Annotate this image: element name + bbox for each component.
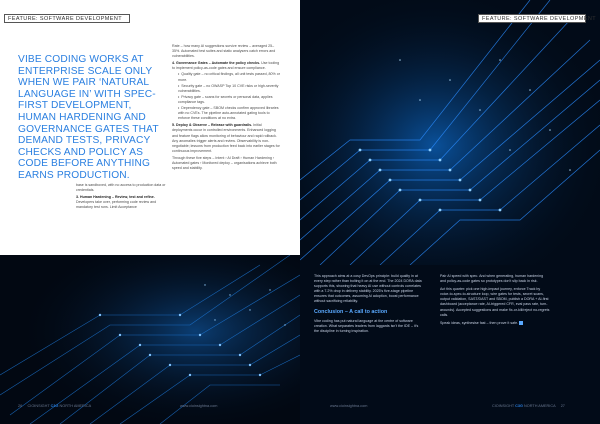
mag-code-left: C3G <box>50 404 59 408</box>
right-col-b-paragraph-3 <box>440 321 550 326</box>
conclusion-paragraph: Vibe coding has put natural language at the centre of software creation. What separates leaders from laggards isn't the IDE – it's the discipline in turning inspiration. <box>314 318 419 333</box>
right-col-b-paragraph-2: Act this quarter: pick one high-impact journey, enforce Track by voice-to-spec-to-structure loop, wire gates for tests, secret scans, output validation, SAST/DAST and SBOM, publish a DORA + AI-first dashboard (acceptance rate, AI-triggered CFR, eval pass rate, turn-arounds). Accepted suggestions and make fix-or-kill/reject no-regrets calls. <box>440 287 550 317</box>
step-5-title: Deploy & Observe – Release with guardrails. <box>176 123 253 128</box>
step-5-number: 5. <box>172 123 175 128</box>
gate-list <box>178 72 282 121</box>
step-4-number: 4. <box>172 61 175 66</box>
page-number-left: 26 <box>18 404 23 408</box>
mag-name-left: CIOINSIGHT <box>27 404 50 408</box>
step-3-title: Human Hardening – Review, test and refine. <box>80 195 155 200</box>
column-b <box>172 44 282 173</box>
col-a-paragraph: base is sandboxed, with no access to production data or credentials. <box>76 183 166 193</box>
step-3-number: 3. <box>76 195 79 200</box>
col-b-paragraph: Rate – how many AI suggestions survive review – averaged 25–35%. Automated test suites and static analysers catch errors and vulnerabilities. <box>172 44 276 59</box>
folio-url-left[interactable]: www.cioinsightna.com <box>180 404 218 408</box>
right-column-a <box>314 274 424 337</box>
gate-dependency: • Dependency gate – SBOM checks confirm approved libraries with no CVEs. The pipeline auto-annotated gating tools to enforce these conditions at no extra. <box>178 106 282 121</box>
step-4 <box>172 61 282 121</box>
gate-security: • Security gate – no OWASP Top 10 CVE risks or high-severity vulnerabilities. <box>178 84 282 94</box>
circuit-photo-left <box>0 255 300 424</box>
mag-code-right: C3G <box>515 404 523 408</box>
right-column-b <box>440 274 550 329</box>
step-4-title: Governance Gates – Automate the policy checks. <box>176 61 261 66</box>
col-b-closing: Through these five steps – Intent › AI Draft › Human Hardening › Automated gates › Monitored deploy – organisations achieve both speed and stability. <box>172 155 277 171</box>
page-number-right: 27 <box>560 404 565 408</box>
step-3-text: Developers take over, performing code review and mandatory test runs. Limit Acceptance <box>76 200 157 210</box>
step-3 <box>76 195 166 210</box>
end-mark-icon <box>519 321 523 325</box>
section-tag-left: FEATURE: SOFTWARE DEVELOPMENT <box>4 14 130 23</box>
gate-quality: • Quality gate – no critical findings, all unit tests passed, 80% or more. <box>178 72 282 82</box>
pull-quote: VIBE CODING WORKS AT ENTERPRISE SCALE ONLY WHEN WE PAIR ‘NATURAL LANGUAGE IN’ WITH SPEC-FIRST DEVELOPMENT, HUMAN HARDENING AND GOVERNANCE GATES THAT DEMAND TESTS, PRIVACY CHECKS AND POLICY AS CODE BEFORE ANYTHING EARNS PRODUCTION. <box>18 54 159 181</box>
gate-privacy: • Privacy gate – scans for secrets or personal data, applies compliance tags. <box>178 95 282 105</box>
mag-name-right: CIOINSIGHT <box>492 404 515 408</box>
right-col-a-paragraph: This approach aims at a cosy DevOps principle: build quality in at every step rather than bolting it on at the end. The 2024 DORA data supports this, showing that heavy AI use without controls correlates with a 7.2% drop in delivery stability. 2025's five-stage pipeline ensures that outcomes, assuming AI adoption, boost performance without sacrificing reliability. <box>314 274 422 304</box>
circuit-photo-right <box>300 0 600 265</box>
conclusion-heading: Conclusion – A call to action <box>314 308 388 315</box>
section-tag-right: FEATURE: SOFTWARE DEVELOPMENT <box>478 14 586 23</box>
mag-region-left: NORTH AMERICA <box>59 404 92 408</box>
step-5-text: Initial deployments occur in controlled environments. Enhanced logging and feature flags allow monitoring of behaviour and rapid rollback. Any anomalies trigger alerts and review. Observability is non-negotiable; lessons from production feed back into earlier stages for continuous improvement. <box>172 123 280 153</box>
mag-region-right: NORTH AMERICA <box>524 404 556 408</box>
folio-url-right[interactable]: www.cioinsightna.com <box>330 404 368 408</box>
step-4-text: Use tooling to implement policy-as-code gates and ensure compliance. <box>172 61 280 71</box>
folio-right <box>492 404 565 408</box>
step-5 <box>172 123 282 154</box>
folio-left <box>18 404 91 408</box>
right-col-b-paragraph-1: Pair AI speed with spec. And when generating, human hardening and policy-as-code gates so prototypes don't slip back in risk. <box>440 274 544 284</box>
right-page <box>300 0 600 424</box>
closing-line: Speak ideas, synthesise fast – then prove it safe. <box>440 320 519 325</box>
column-a <box>76 183 166 212</box>
